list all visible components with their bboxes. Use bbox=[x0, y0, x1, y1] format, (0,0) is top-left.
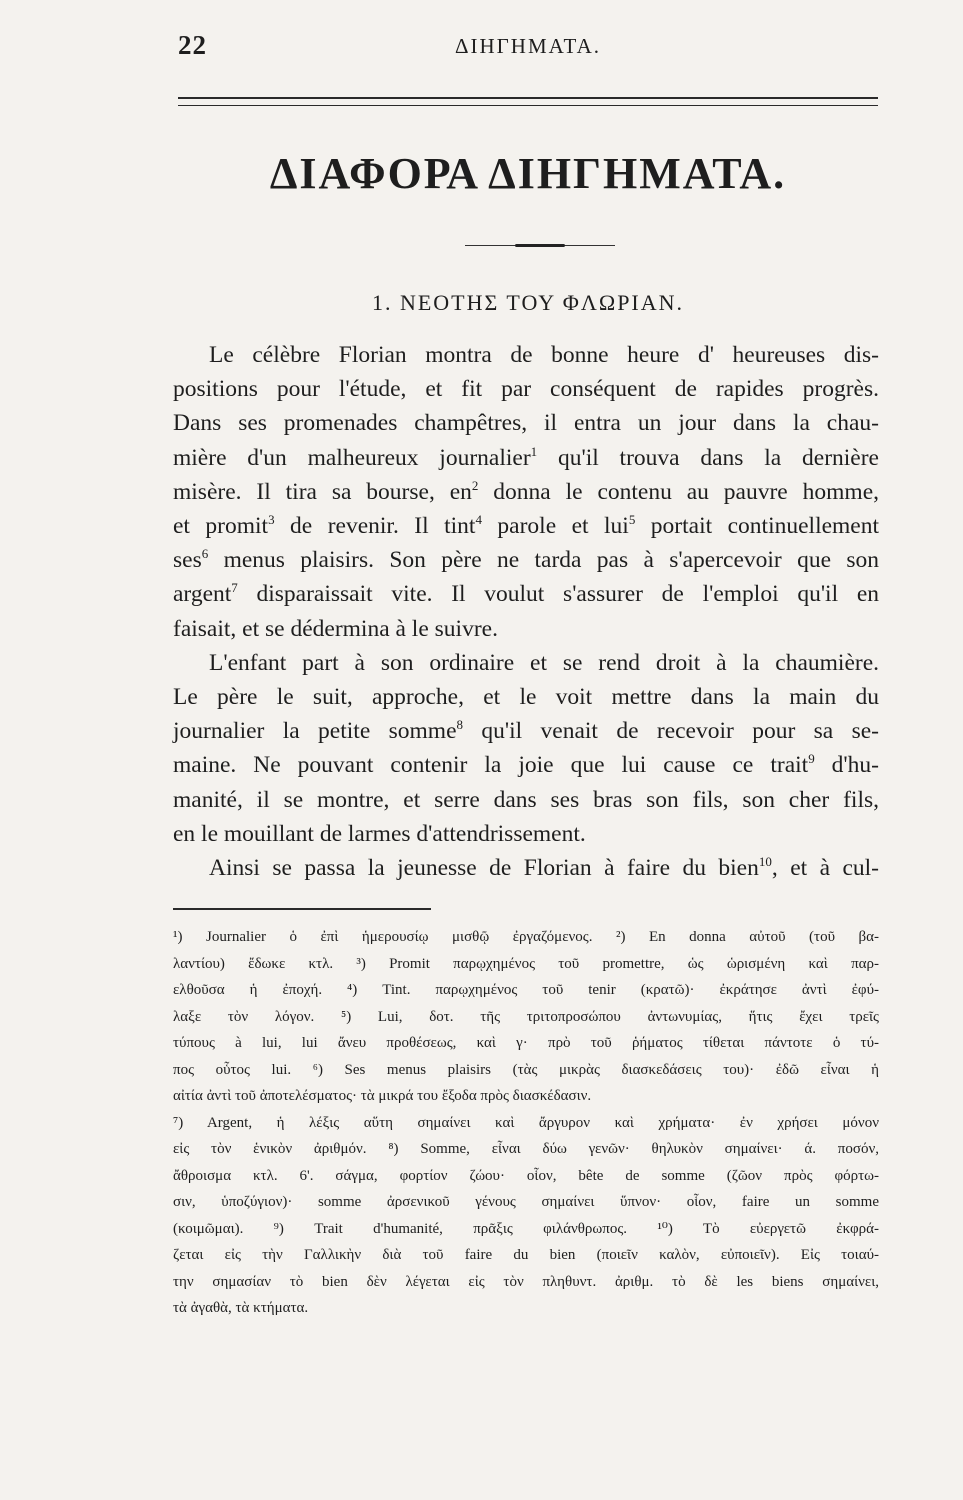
footnote-line: λαξε τὸν λόγον. ⁵) Lui, δοτ. τῆς τριτοπροσώπου ἀντωνυμίας, ἥτις ἔχει τρεῖς bbox=[173, 1008, 879, 1025]
footnote-rule bbox=[173, 908, 431, 910]
footnotes bbox=[173, 924, 879, 1322]
body-text-run: menus plaisirs. Son père ne tarda pas à s'apercevoir que son bbox=[208, 547, 879, 574]
footnote-marker: 3 bbox=[268, 512, 275, 528]
body-text-run: maine. Ne pouvant contenir la joie que lui cause ce trait bbox=[173, 752, 809, 779]
footnote-marker: 7 bbox=[231, 580, 238, 596]
running-title: ΔΙΗΓΗΜΑΤΑ. bbox=[454, 34, 602, 58]
footnote-marker: 5 bbox=[628, 512, 636, 528]
body-line bbox=[173, 748, 879, 782]
footnote-line: τὰ ἀγαθὰ, τὰ κτήματα. bbox=[173, 1300, 309, 1316]
body-text-run: Le père le suit, approche, et le voit mettre dans la main du bbox=[173, 684, 879, 711]
title-ornament bbox=[465, 244, 615, 248]
footnote-marker: 4 bbox=[475, 512, 482, 528]
body-line bbox=[173, 817, 879, 851]
body-text-run: en le mouillant de larmes d'attendrissement. bbox=[173, 820, 586, 847]
body-text-run: manité, il se montre, et serre dans ses bras son fils, son cher fils, bbox=[173, 786, 879, 813]
running-head bbox=[178, 30, 878, 64]
body-text-run: parole et lui bbox=[481, 513, 629, 540]
footnote-line: ζεται εἰς τὴν Γαλλικὴν διὰ τοῦ faire du bien (ποιεῖν καλὸν, εὐποιεῖν). Εἰς τοιαύ- bbox=[173, 1247, 879, 1263]
footnote-marker: 6 bbox=[201, 546, 209, 562]
footnote-line: λαντίου) ἔδωκε κτλ. ³) Promit παρῳχημένος τοῦ promettre, ὡς ὡρισμένη καὶ παρ- bbox=[173, 955, 879, 972]
footnote-line: την σημασίαν τὸ bien δὲν λέγεται εἰς τὸν πληθυντ. ἀριθμ. τὸ δὲ les biens σημαίνει, bbox=[173, 1273, 879, 1290]
body-text-run: ses bbox=[173, 547, 202, 574]
body-text-run: Ainsi se passa la jeunesse de Florian à faire du bien bbox=[209, 855, 759, 882]
chapter-title: ΔΙΑΦΟΡΑ ΔΙΗΓΗΜΑΤΑ. bbox=[269, 149, 787, 198]
body-text-run: qu'il trouva dans la dernière bbox=[537, 444, 879, 471]
footnote-marker: 9 bbox=[808, 751, 815, 767]
body-line bbox=[173, 851, 879, 885]
body-text-run: faisait, et se dédermina à le suivre. bbox=[173, 615, 498, 642]
body-text-run: de revenir. Il tint bbox=[274, 513, 476, 540]
footnote-marker: 8 bbox=[456, 717, 463, 733]
body-text-run: Le célèbre Florian montra de bonne heure d' heureuses dis- bbox=[209, 342, 879, 368]
body-line bbox=[173, 783, 879, 817]
body-line bbox=[173, 475, 879, 509]
body-text-run: positions pour l'étude, et fit par conséquent de rapides progrès. bbox=[173, 376, 879, 403]
body-text-run: misère. Il tira sa bourse, en bbox=[173, 478, 472, 505]
body-text-run: disparaissait vite. Il voulut s'assurer de l'emploi qu'il en bbox=[237, 581, 879, 608]
body-text-run: Dans ses promenades champêtres, il entra un jour dans la chau- bbox=[173, 410, 879, 437]
body-text-run: mière d'un malheureux journalier bbox=[173, 444, 531, 471]
body-text-run: argent bbox=[173, 581, 232, 608]
footnote-line: τύπους à lui, lui ἄνευ προθέσεως, καὶ γ· πρὸ τοῦ ῥήματος τίθεται πάντοτε ὁ τύ- bbox=[173, 1035, 879, 1051]
body-line bbox=[173, 680, 879, 714]
page-number: 22 bbox=[178, 30, 207, 60]
footnote-line: αἰτία ἀντὶ τοῦ ἀποτελέσματος· τὰ μικρά του ἔξοδα πρὸς διασκέδασιν. bbox=[173, 1088, 592, 1104]
body-text-run: qu'il venait de recevoir pour sa se- bbox=[463, 718, 879, 745]
body-line bbox=[173, 372, 879, 406]
footnote-line: πος οὗτος lui. ⁶) Ses menus plaisirs (τὰς μικρὰς διασκεδάσεις του)· ἐδῶ εἶναι ἡ bbox=[173, 1061, 879, 1078]
body-text bbox=[173, 338, 879, 885]
footnote-line: (κοιμῶμαι). ⁹) Trait d'humanité, πρᾶξις φιλάνθρωπος. ¹⁰) Τὸ εὐεργετῶ ἐκφρά- bbox=[173, 1220, 879, 1237]
footnote-marker: 2 bbox=[471, 477, 479, 493]
footnote-line: ελθοῦσα ἡ ἐποχή. ⁴) Tint. παρῳχημένος τοῦ tenir (κρατῶ)· ἐκράτησε ἀντὶ ἐφύ- bbox=[173, 982, 879, 998]
body-text-run: journalier la petite somme bbox=[173, 718, 457, 745]
body-line bbox=[173, 338, 879, 372]
body-line bbox=[173, 441, 879, 475]
footnote-line: ⁷) Argent, ἡ λέξις αὕτη σημαίνει καὶ ἄργυρον καὶ χρήματα· ἐν χρήσει μόνον bbox=[173, 1114, 879, 1131]
body-line bbox=[173, 612, 879, 646]
body-text-run: L'enfant part à son ordinaire et se rend droit à la chaumière. bbox=[209, 649, 879, 676]
body-line bbox=[173, 543, 879, 577]
footnote-line: σιν, ὑποζύγιον)· somme ἀρσενικοῦ γένους σημαίνει ὕπνον· οἷον, faire un somme bbox=[173, 1194, 879, 1210]
body-text-run: et promit bbox=[173, 513, 269, 540]
footnote-marker: 1 bbox=[530, 443, 538, 459]
footnote-marker: 10 bbox=[758, 854, 772, 870]
footnote-line: εἰς τὸν ἑνικὸν ἀριθμόν. ⁸) Somme, εἶναι δύω γενῶν· θηλυκὸν σημαίνει· ά. ποσόν, bbox=[173, 1141, 879, 1157]
body-line bbox=[173, 714, 879, 748]
body-text-run: donna le contenu au pauvre homme, bbox=[478, 478, 879, 505]
body-text-run: portait continuellement bbox=[635, 513, 880, 540]
body-line bbox=[173, 406, 879, 440]
footnote-line: ἄθροισμα κτλ. 6'. σάγμα, φορτίον ζώου· οἷον, bête de somme (ζῶον πρὸς φόρτω- bbox=[173, 1167, 879, 1184]
body-text-run: , et à cul- bbox=[771, 855, 879, 882]
header-rule bbox=[178, 97, 878, 106]
section-title: 1. ΝΕΟΤΗΣ ΤΟΥ ΦΛΩΡΙΑΝ. bbox=[371, 290, 685, 315]
body-line bbox=[173, 509, 879, 543]
body-line bbox=[173, 577, 879, 611]
body-line bbox=[173, 646, 879, 680]
body-text-run: d'hu- bbox=[814, 752, 879, 779]
footnote-line: ¹) Journalier ὁ ἐπὶ ἡμερουσίῳ μισθῷ ἐργαζόμενος. ²) En donna αὐτοῦ (τοῦ βα- bbox=[173, 929, 879, 945]
